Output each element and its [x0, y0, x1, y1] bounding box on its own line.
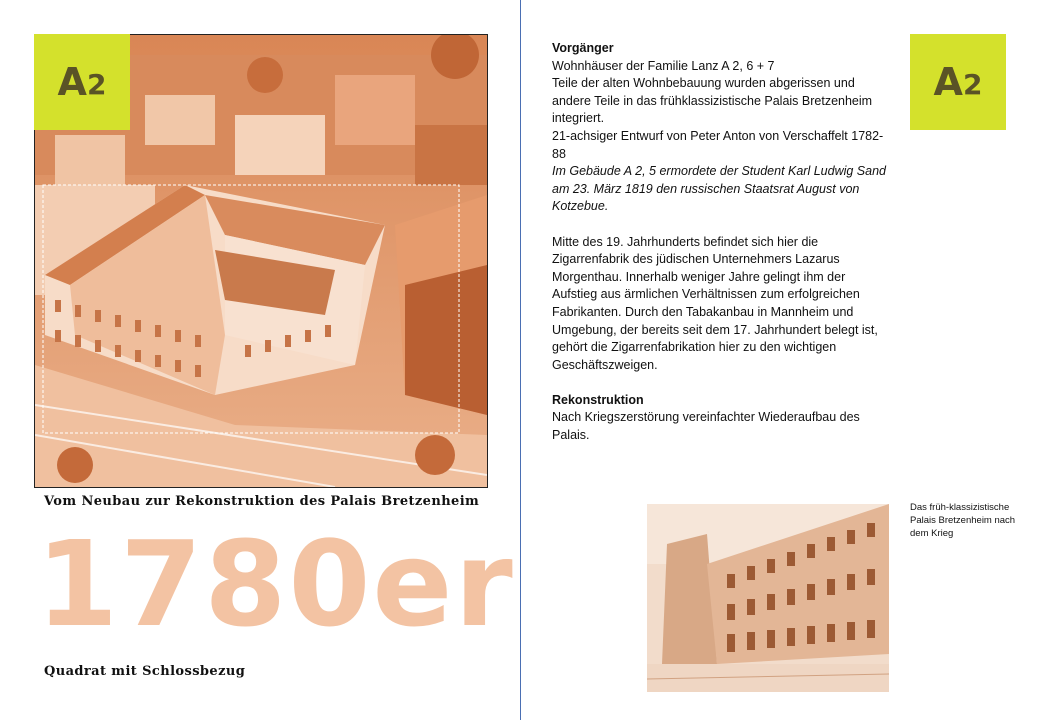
- quadrat-badge-left: [34, 34, 130, 130]
- paragraph-zigarrenfabrik: Mitte des 19. Jahrhunderts befindet sich hier die Zigarrenfabrik des jüdischen Unternehmers Lazarus Morgenthau. Innerhalb weniger Jahre gelingt ihm der Aufstieg aus ärmlichen Verhältnissen zum erfolgreichen Fabrikanten. Durch den Tabakanbau in Mannheim und Umgebung, der bereits seit dem 17. Jahrhundert belegt ist, gehört die Zigarrenfabrikation hier zu den wichtigen Geschäftszweigen.: [552, 234, 878, 372]
- text-line: 21-achsiger Entwurf von Peter Anton von Verschaffelt 1782-88: [552, 128, 884, 161]
- quadrat-badge-right: [910, 34, 1006, 130]
- heading-rekonstruktion: Rekonstruktion: [552, 392, 644, 407]
- year-heading: 1780er: [36, 515, 515, 653]
- paragraph-rekonstruktion: Nach Kriegszerstörung vereinfachter Wiederaufbau des Palais.: [552, 410, 860, 443]
- caption-title: Vom Neubau zur Rekonstruktion des Palais Bretzenheim: [44, 494, 480, 509]
- heading-vorgaenger: Vorgänger: [552, 41, 614, 55]
- badge-number: 2: [86, 68, 107, 101]
- badge-number: 2: [962, 68, 983, 101]
- badge-letter: A: [57, 60, 87, 104]
- text-line: Teile der alten Wohnbebauung wurden abgerissen und andere Teile in das frühklassizistische Palais Bretzenheim integriert.: [552, 76, 873, 126]
- ruin-photo: [647, 504, 889, 692]
- photo-caption: Das früh-klassizistische Palais Bretzenheim nach dem Krieg: [910, 502, 1016, 539]
- italic-note: Im Gebäude A 2, 5 ermordete der Student Karl Ludwig Sand am 23. März 1819 den russischen Staatsrat August von Kotzebue.: [552, 164, 886, 214]
- history-text: [552, 40, 892, 445]
- text-line: Wohnhäuser der Familie Lanz A 2, 6 + 7: [552, 58, 775, 73]
- badge-letter: A: [933, 60, 963, 104]
- caption-subtitle: Quadrat mit Schlossbezug: [44, 664, 246, 679]
- page-divider: [520, 0, 521, 720]
